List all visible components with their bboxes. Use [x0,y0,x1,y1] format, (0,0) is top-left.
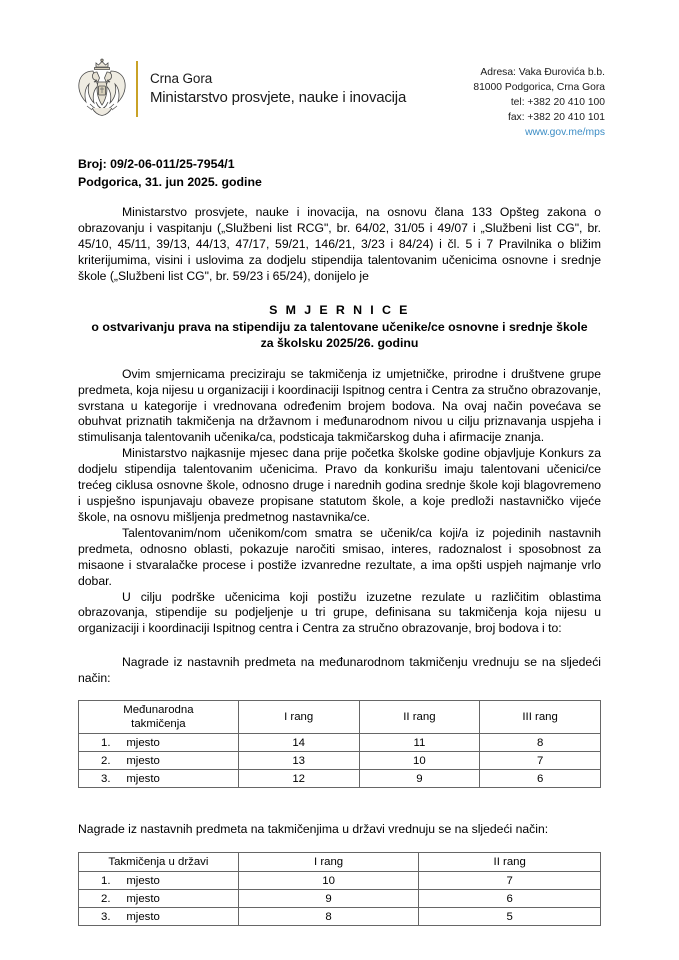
spacer [78,637,601,655]
column-header-rank-1: I rang [238,853,419,872]
column-header-rank-2: II rang [419,853,601,872]
column-header-rank-3: III rang [480,701,601,734]
cell-value: 11 [359,734,480,752]
letterhead [0,58,679,138]
letterhead-names [150,70,406,108]
cell-value: 8 [480,734,601,752]
spacer [78,788,601,822]
column-header-category: Takmičenja u državi [79,853,239,872]
body-paragraph-4: U cilju podrške učenicima koji postižu izuzetne rezulate u različitim oblastima obrazovanja, stipendije su podjeljenje u tri grupe, definisana su takmičenja koja nijesu u organizaciji i koordinaciji Ispitnog centra i Centra za stručno obrazovanje, broj bodova i to: [78,589,601,636]
table-national-competitions [78,852,601,926]
spacer [78,838,601,852]
document-subtitle-line-1: o ostvarivanju prava na stipendiju za talentovane učenike/ce osnovne i srednje škole [91,319,588,334]
cell-value: 13 [238,752,359,770]
table-international-competitions [78,700,601,788]
cell-value: 6 [480,770,601,788]
telephone: tel: +382 20 410 100 [510,96,605,108]
table-row [79,734,601,752]
body-paragraph-1: Ovim smjernicama preciziraju se takmičenja iz umjetničke, prirodne i društvene grupe predmeta, koja nijesu u organizaciji i koordinaciji Ispitnog centra i Centra za stručno obrazovanje, svrstana u kategorije i vrednovana određenim brojem bodova. Na ovaj način povećava se obuhvat priznatih takmičenja na državnom i međunarodnom nivou u cilju priznavanja uspjeha i stimulisanja talentovanih učenika/ca, podsticaja takmičarskog duha i afirmacije znanja. [78,366,601,445]
document-body [78,205,601,926]
cell-value: 10 [359,752,480,770]
preamble-paragraph: Ministarstvo prosvjete, nauke i inovacija, na osnovu člana 133 Opšteg zakona o obrazovanju i vaspitanju („Službeni list RCG", br. 64/02, 31/05 i 49/07 i „Službeni list CG", br. 45/10, 45/11, 39/13, 44/13, 47/17, 59/21, 146/21, 3/23 i 84/24) i čl. 5 i 7 Pravilnika o bližim kriterijumima, visini i uslovima za dodjelu stipendija talentovanim učenicima osnovne i srednje škole („Službeni list CG", br. 59/23 i 65/24), donijelo je [78,205,601,283]
intro-table-national: Nagrade iz nastavnih predmeta na takmičenjima u državi vrednuju se na sljedeći način: [78,822,549,837]
address-line-2: 81000 Podgorica, Crna Gora [473,81,605,93]
table-header-row [79,701,601,734]
letterhead-divider [136,61,138,117]
intro-table-international: Nagrade iz nastavnih predmeta na međunarodnom takmičenju vrednuju se na sljedeći način: [78,655,601,686]
document-subtitle-line-2: za školsku 2025/26. godinu [260,336,419,351]
letterhead-identity [76,58,406,120]
cell-value: 10 [238,872,419,890]
column-header-category-line-2: takmičenja [131,718,186,731]
website-link[interactable]: www.gov.me/mps [525,126,605,138]
column-header-rank-1: I rang [238,701,359,734]
row-label: 1. mjesto [79,734,239,752]
document-title-block [78,302,601,352]
cell-value: 14 [238,734,359,752]
letterhead-contact [473,66,605,141]
row-label: 2. mjesto [79,752,239,770]
table-header-row [79,853,601,872]
cell-value: 8 [238,908,419,926]
ministry-name: Ministarstvo prosvjete, nauke i inovacija [150,89,407,106]
document-place-date: Podgorica, 31. jun 2025. godine [78,174,262,189]
country-name: Crna Gora [150,71,213,87]
page-title: S M J E R N I C E [269,302,410,317]
cell-value: 5 [419,908,601,926]
cell-value: 7 [480,752,601,770]
column-header-rank-2: II rang [359,701,480,734]
body-paragraph-3: Talentovanim/nom učenikom/com smatra se učenik/ca koji/a iz pojedinih nastavnih predmeta, odnosno oblasti, pokazuje naročiti smisao, interes, radoznalost i sposobnost za misaone i stvaralačke procese i postiže izvanredne rezultate, a ima opšti uspjeh najmanje vrlo dobar. [78,525,601,588]
row-label: 2. mjesto [79,890,239,908]
row-label: 3. mjesto [79,770,239,788]
cell-value: 7 [419,872,601,890]
table-row [79,908,601,926]
spacer [78,687,601,700]
montenegro-coat-of-arms-icon [76,58,128,120]
row-label: 1. mjesto [79,872,239,890]
document-reference [78,156,262,192]
cell-value: 9 [238,890,419,908]
row-label: 3. mjesto [79,908,239,926]
cell-value: 12 [238,770,359,788]
cell-value: 6 [419,890,601,908]
address-line-1: Adresa: Vaka Đurovića b.b. [480,67,605,78]
column-header-category [79,701,239,734]
table-row [79,890,601,908]
column-header-category-line-1: Međunarodna [123,704,194,717]
table-row [79,770,601,788]
table-row [79,752,601,770]
fax: fax: +382 20 410 101 [507,111,605,123]
table-row [79,872,601,890]
cell-value: 9 [359,770,480,788]
body-paragraph-2: Ministarstvo najkasnije mjesec dana prije početka školske godine objavljuje Konkurs za dodjelu stipendija talentovanim učenicima. Pravo da konkurišu imaju talentovani učenici/ce trećeg ciklusa osnovne škole, odnosno druge i narednih godina srednje škole koji blagovremeno i uspješno ispunjavaju obaveze propisane statutom škole, a koje predloži nastavničko vijeće škole, na osnovu mišljenja predmetnog nastavnika/ce. [78,446,601,524]
document-number: Broj: 09/2-06-011/25-7954/1 [78,157,235,171]
